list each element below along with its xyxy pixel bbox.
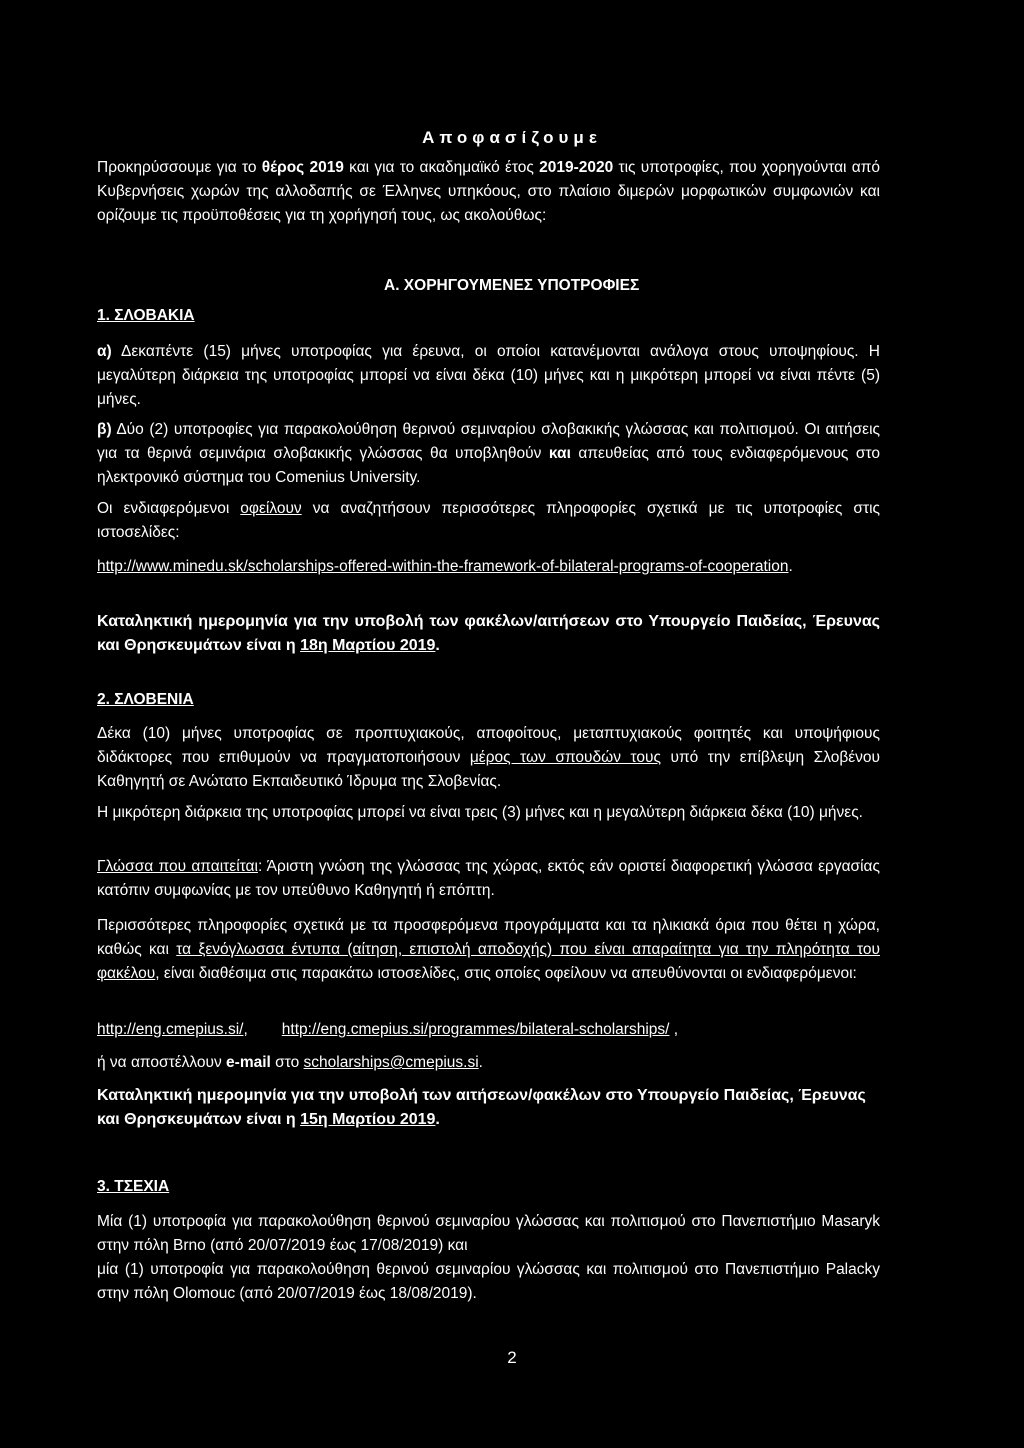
item-b-bold: και	[548, 445, 571, 462]
czech-paragraph-1: Μία (1) υποτροφία για παρακολούθηση θερινού σεμιναρίου γλώσσας και πολιτισμού στο Πανεπιστήμιο Masaryk στην πόλη Brno (από 20/07/2019 έως 17/08/2019) και	[97, 1213, 880, 1254]
heading-czech: 3. ΤΣΕΧΙΑ	[97, 1178, 170, 1195]
slovenia-link-1[interactable]: http://eng.cmepius.si/	[97, 1021, 244, 1038]
item-b-label: β)	[97, 421, 112, 438]
czech-paragraph-2: μία (1) υποτροφία για παρακολούθηση θερινού σεμιναρίου γλώσσας και πολιτισμού στο Πανεπιστήμιο Palacky στην πόλη Olomouc (από 20/07/2019 έως 18/08/2019).	[97, 1261, 880, 1302]
deadline-end: .	[435, 637, 440, 654]
slovenia-p4-text-2: , είναι διαθέσιμα στις παρακάτω ιστοσελίδες, στις οποίες οφείλουν να απευθύνονται οι ενδιαφερόμενοι:	[155, 965, 857, 982]
slovenia-p1-underlined: μέρος των σπουδών τους	[469, 749, 661, 766]
slovenia-p1-text-1: Δέκα (10) μήνες υποτροφίας σε προπτυχιακούς, αποφοίτους, μεταπτυχιακούς φοιτητές και υποψήφιους διδάκτορες που επιθυμούν να πραγματοποιήσουν	[97, 725, 880, 766]
item-b-text-1: Δύο (2) υποτροφίες για παρακολούθηση θερινού σεμιναρίου σλοβακικής γλώσσας και πολιτισμού. Οι αιτήσεις για τα θερινά σεμινάρια σλοβακικής γλώσσας θα υποβληθούν	[97, 421, 880, 462]
info-text-2: να αναζητήσουν περισσότερες πληροφορίες σχετικά με τις υποτροφίες στις ιστοσελίδες:	[97, 500, 880, 541]
slovakia-link-line	[97, 555, 827, 579]
intro-text-2: και για το ακαδημαϊκό έτος	[343, 159, 540, 176]
language-label: Γλώσσα που απαιτείται	[97, 858, 258, 875]
slovenia-p1-text-2: υπό την επίβλεψη Σλοβένου Καθηγητή σε Ανώτατο Εκπαιδευτικό Ίδρυμα της Σλοβενίας.	[97, 749, 880, 790]
deadline-date: 15η Μαρτίου 2019	[300, 1111, 436, 1128]
item-a-text: Δεκαπέντε (15) μήνες υποτροφίας για έρευνα, οι οποίοι κατανέμονται ανάλογα στους υποψηφίους. Η μεγαλύτερη διάρκεια της υποτροφίας μπορεί να είναι δέκα (10) μήνες και η μικρότερη μπορεί να είναι πέντε (5) μήνες.	[97, 343, 880, 408]
intro-bold-year: 2019-2020	[539, 159, 614, 176]
heading-slovakia: 1. ΣΛΟΒΑΚΙΑ	[97, 307, 195, 324]
heading-slovenia: 2. ΣΛΟΒΕΝΙΑ	[97, 691, 194, 708]
info-text-1: Οι ενδιαφερόμενοι	[97, 500, 241, 517]
slovenia-p4-underlined: τα ξενόγλωσσα έντυπα (αίτηση, επιστολή αποδοχής) που είναι απαραίτητα για την πληρότητα του φακέλου	[97, 941, 880, 982]
slovenia-paragraph-4	[97, 914, 880, 986]
slovenia-paragraph-2: Η μικρότερη διάρκεια της υποτροφίας μπορεί να είναι τρεις (3) μήνες και η μεγαλύτερη διάρκεια δέκα (10) μήνες.	[97, 804, 863, 821]
deadline-text: Καταληκτική ημερομηνία για την υποβολή των φακέλων/αιτήσεων στο Υπουργείο Παιδείας, Έρευνας και Θρησκευμάτων είναι η	[97, 613, 880, 654]
slovakia-info-paragraph	[97, 497, 880, 545]
info-underlined: οφείλουν	[240, 500, 302, 517]
deadline-text: Καταληκτική ημερομηνία για την υποβολή των αιτήσεων/φακέλων στο Υπουργείο Παιδείας, Έρευνας και Θρησκευμάτων είναι η	[97, 1087, 866, 1128]
email-pre: ή να αποστέλλουν	[97, 1054, 227, 1071]
intro-text-3: τις υποτροφίες, που χορηγούνται από Κυβερνήσεις χωρών της αλλοδαπής σε Έλληνες υπηκόους, στο πλαίσιο διμερών μορφωτικών συμφωνιών και ορίζουμε τις προϋποθέσεις για τη χορήγησή τους, ως ακολούθως:	[97, 159, 881, 224]
link-separator: ,	[243, 1021, 248, 1038]
slovenia-email-line	[97, 1051, 880, 1075]
slovenia-paragraph-1	[97, 722, 880, 794]
section-a-heading: Α. ΧΟΡΗΓΟΥΜΕΝΕΣ ΥΠΟΤΡΟΦΙΕΣ	[384, 277, 640, 294]
links-end: ,	[669, 1021, 679, 1038]
slovakia-item-a	[97, 340, 880, 412]
page-number: 2	[507, 1348, 517, 1367]
slovenia-p4-text-1: Περισσότερες πληροφορίες σχετικά με τα προσφερόμενα προγράμματα και τα ηλικιακά όρια που θέτει η χώρα, καθώς και	[97, 917, 880, 958]
email-link[interactable]: scholarships@cmepius.si	[303, 1054, 479, 1071]
deadline-end: .	[435, 1111, 440, 1128]
slovenia-deadline	[97, 1084, 880, 1132]
slovakia-link[interactable]: http://www.minedu.sk/scholarships-offered-within-the-framework-of-bilateral-programs-of-cooperation	[97, 558, 789, 575]
slovenia-language-paragraph	[97, 855, 880, 903]
item-b-text-2: απευθείας από τους ενδιαφερόμενους στο ηλεκτρονικό σύστημα του Comenius University.	[97, 445, 880, 486]
deadline-date: 18η Μαρτίου 2019	[300, 637, 436, 654]
email-mid: στο	[270, 1054, 304, 1071]
page-title: Αποφασίζουμε	[422, 128, 602, 147]
language-text: : Άριστη γνώση της γλώσσας της χώρας, εκτός εάν οριστεί διαφορετική γλώσσα εργασίας κατόπιν συμφωνίας με τον υπεύθυνο Καθηγητή ή επόπτη.	[97, 858, 880, 899]
slovenia-links-line	[97, 1018, 880, 1042]
email-bold: e-mail	[226, 1054, 271, 1071]
intro-text-1: Προκηρύσσουμε για το	[97, 159, 262, 176]
slovenia-link-2[interactable]: http://eng.cmepius.si/programmes/bilateral-scholarships/	[281, 1021, 670, 1038]
intro-paragraph	[97, 156, 880, 228]
item-a-label: α)	[97, 343, 112, 360]
link-end: .	[788, 558, 793, 575]
slovakia-item-b	[97, 418, 880, 490]
email-end: .	[478, 1054, 483, 1071]
intro-bold-summer: θέρος 2019	[261, 159, 344, 176]
slovakia-deadline	[97, 610, 880, 658]
